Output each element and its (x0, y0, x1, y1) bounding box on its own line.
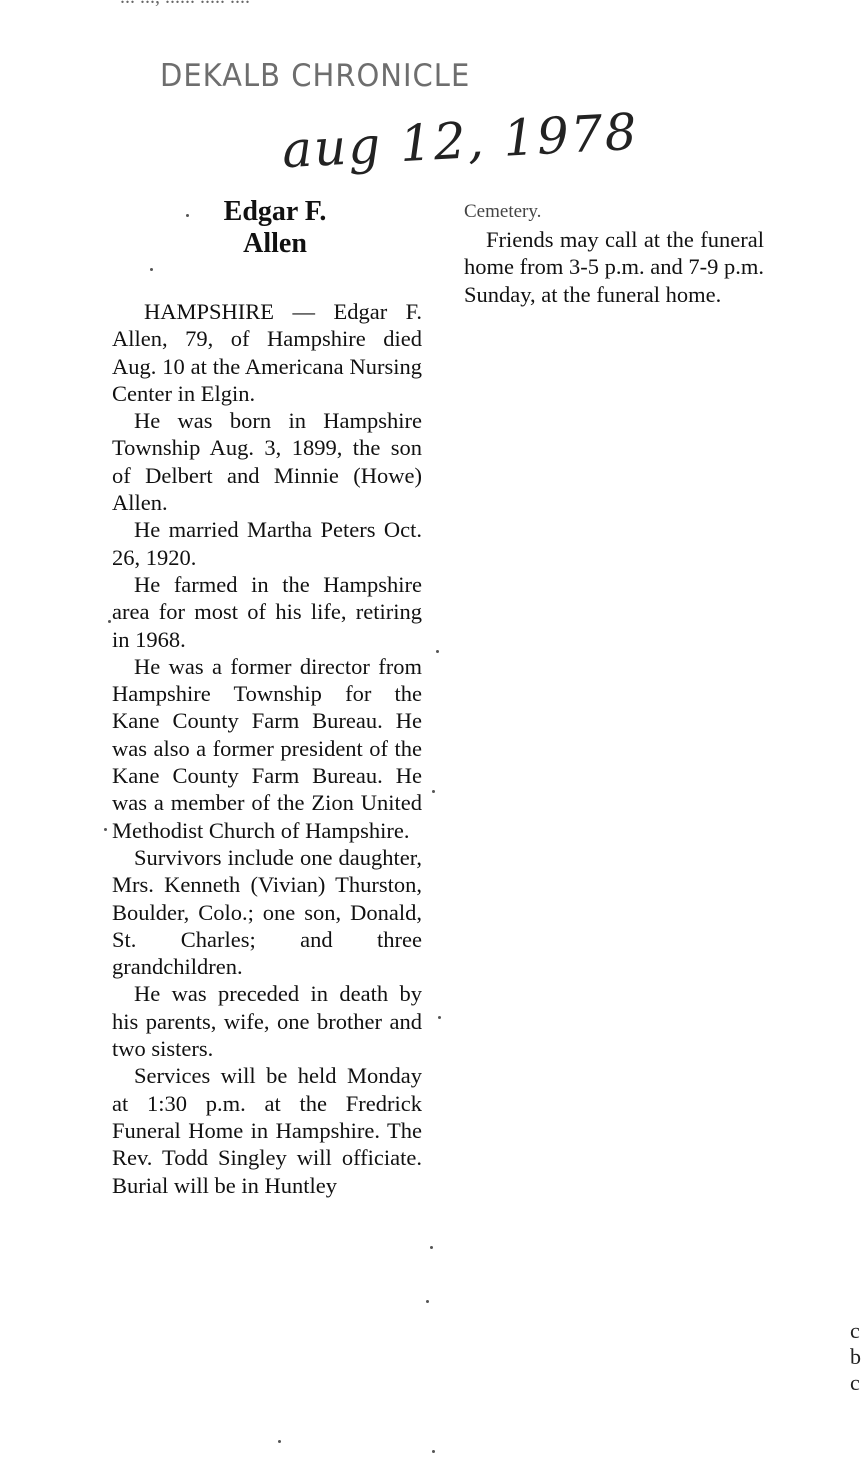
obituary-headline (150, 196, 400, 260)
paragraph-survivors: Survivors include one daughter, Mrs. Kenneth (Vivian) Thurston, Boulder, Colo.; one son, Donald, St. Charles; and three grandchildren. (112, 844, 422, 980)
headline-name-line1: Edgar F. (223, 196, 327, 227)
paragraph-marriage: He married Martha Peters Oct. 26, 1920. (112, 517, 422, 570)
print-speck (438, 1016, 441, 1019)
newspaper-name-stamp: DEKALB CHRONICLE (160, 56, 471, 94)
paragraph-preceded: He was preceded in death by his parents, wife, one brother and two sisters. (112, 981, 422, 1062)
paragraph-services: Services will be held Monday at 1:30 p.m. at the Fredrick Funeral Home in Hampshire. The Rev. Todd Singley will officiate. Burial will be in Huntley (112, 1063, 422, 1198)
cut-off-line: Cemetery. (464, 201, 542, 222)
print-speck (108, 620, 111, 623)
print-speck (432, 790, 435, 793)
headline-name-line2: Allen (243, 228, 307, 259)
paragraph-intro: HAMPSHIRE — Edgar F. Allen, 79, of Hampshire died Aug. 10 at the Americana Nursing Center in Elgin. (112, 299, 422, 406)
print-speck (436, 650, 439, 653)
handwritten-date: aug 12, 1978 (280, 102, 640, 180)
print-speck (426, 1300, 429, 1303)
print-speck (150, 268, 153, 271)
cut-off-top-text (120, 0, 520, 6)
paragraph-birth: He was born in Hampshire Township Aug. 3, 1899, the son of Delbert and Minnie (Howe) Allen. (112, 408, 422, 516)
print-speck (278, 1440, 281, 1443)
print-speck (186, 214, 189, 217)
paragraph-farm-bureau: He was a former director from Hampshire Township for the Kane County Farm Bureau. He was also a former president of the Kane County Farm Bureau. He was a member of the Zion United Methodist Church of Hampshire. (112, 653, 422, 843)
right-column (464, 200, 764, 308)
print-speck (430, 1246, 433, 1249)
paragraph-farming: He farmed in the Hampshire area for most of his life, retiring in 1968. (112, 571, 422, 652)
edge-text-fragment: c b c (850, 1318, 861, 1395)
paragraph-visitation: Friends may call at the funeral home from 3-5 p.m. and 7-9 p.m. Sunday, at the funeral home. (464, 227, 764, 307)
left-column (112, 298, 422, 1199)
print-speck (432, 1450, 435, 1453)
print-speck (104, 828, 107, 831)
